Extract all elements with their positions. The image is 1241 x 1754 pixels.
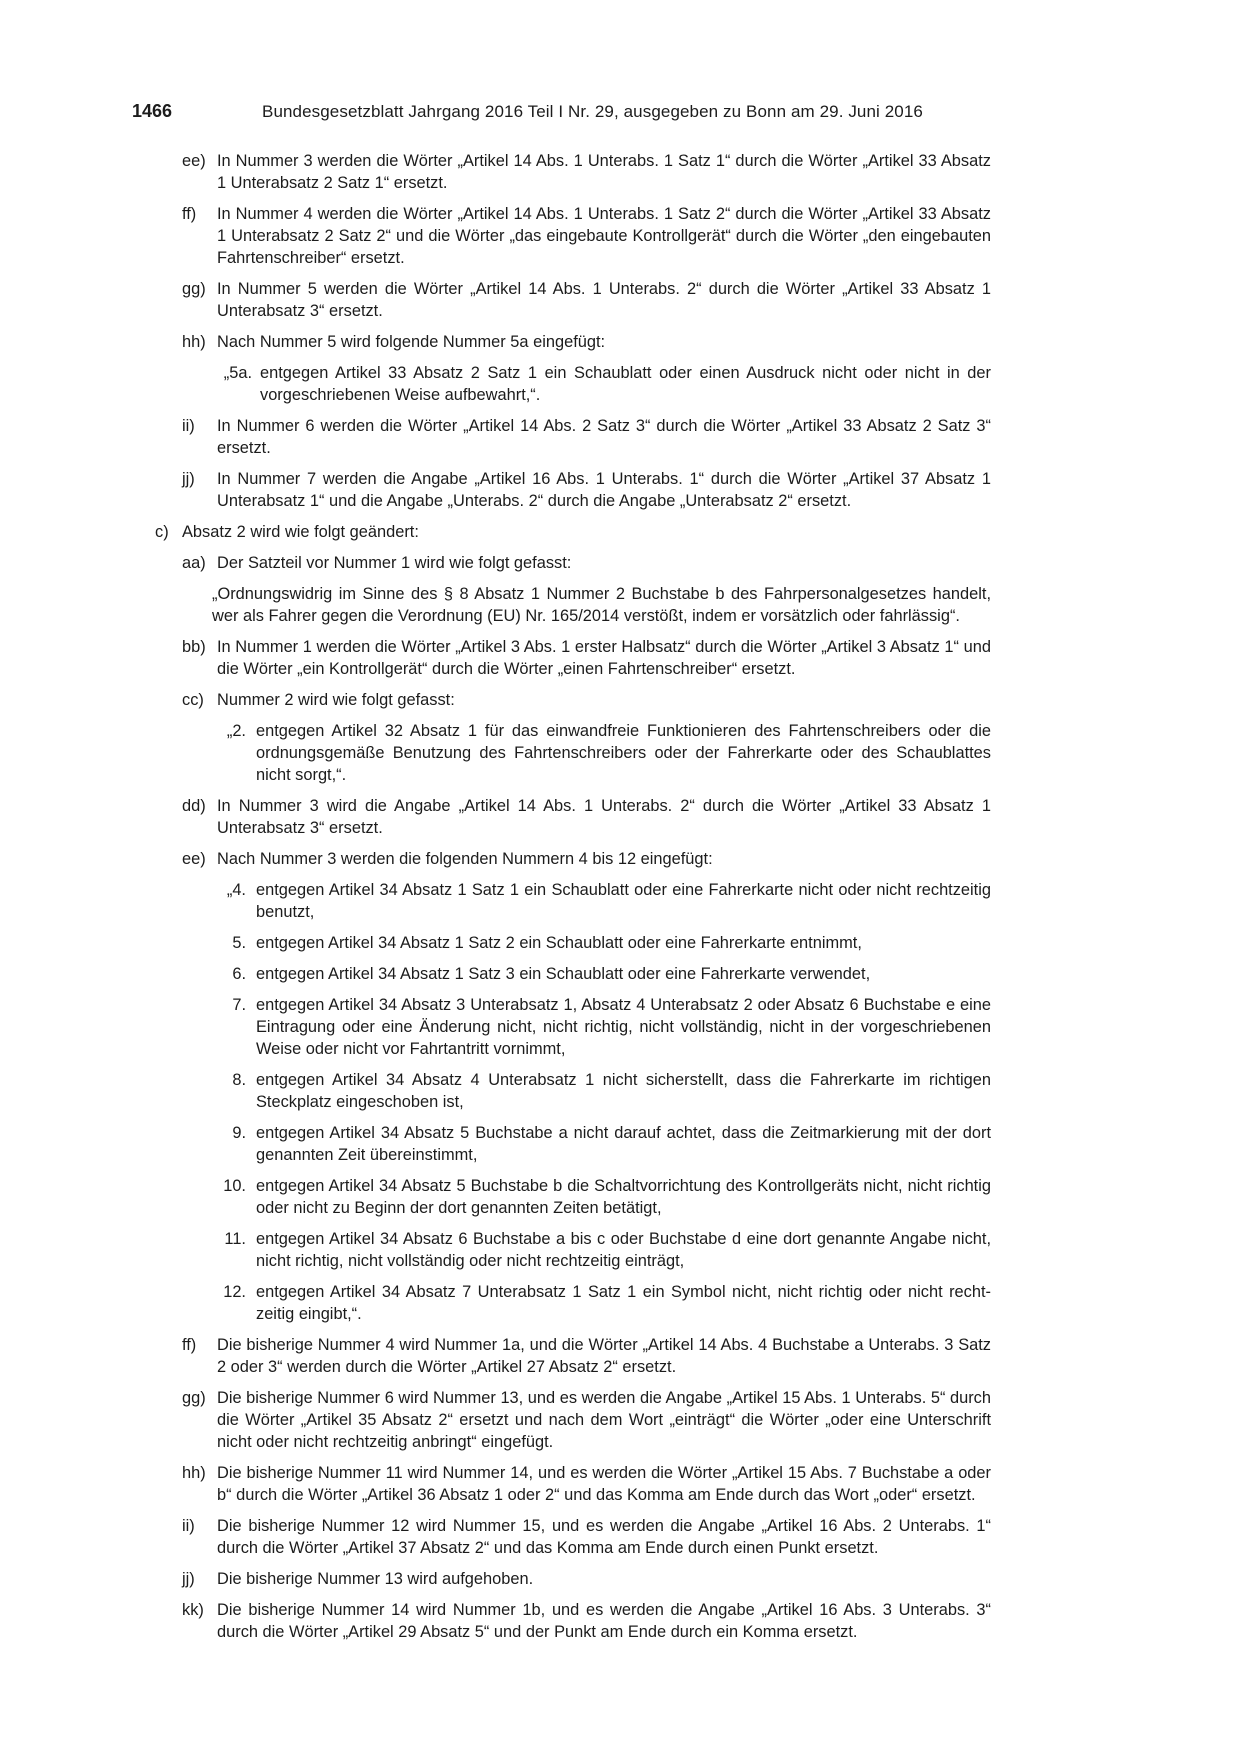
item-text: Die bisherige Nummer 14 wird Nummer 1b, und es werden die Angabe „Artikel 16 Abs. 3 Unterabs. 3“ durch die Wörter „Artikel 29 Absatz 5“ und der Punkt am Ende durch ein Komma ersetzt. xyxy=(217,1601,991,1641)
item-label: c) xyxy=(155,523,169,541)
item-text: entgegen Artikel 34 Absatz 1 Satz 3 ein Schaublatt oder eine Fahrerkarte verwendet, xyxy=(256,965,871,983)
item-label: jj) xyxy=(182,470,195,488)
item-text: In Nummer 4 werden die Wörter „Artikel 14 Abs. 1 Unterabs. 1 Satz 2“ durch die Wörter „Artikel 33 Absatz 1 Unterabsatz 2 Satz 2“ und die Wörter „das eingebaute Kontrollgerät“ durch die Wörter „den eingebauten Fahrtenschreiber“ ersetzt. xyxy=(217,205,991,267)
list-item-ee xyxy=(0,848,991,870)
list-item-hh xyxy=(0,331,991,353)
item-text: In Nummer 3 wird die Angabe „Artikel 14 Abs. 1 Unterabs. 2“ durch die Wörter „Artikel 33 Absatz 1 Unterabsatz 3“ ersetzt. xyxy=(217,797,991,837)
item-label: dd) xyxy=(182,797,206,815)
item-label: „4. xyxy=(226,881,246,899)
item-label: ii) xyxy=(182,1517,195,1535)
quoted-item-2 xyxy=(0,720,991,786)
item-label: 5. xyxy=(232,934,246,952)
quoted-text xyxy=(0,583,991,627)
item-label: 9. xyxy=(232,1124,246,1142)
item-label: bb) xyxy=(182,638,206,656)
item-text: Der Satzteil vor Nummer 1 wird wie folgt gefasst: xyxy=(217,554,572,572)
item-label: cc) xyxy=(182,691,204,709)
item-text: Nummer 2 wird wie folgt gefasst: xyxy=(217,691,455,709)
quoted-item-5a xyxy=(0,362,991,406)
item-text: „Ordnungswidrig im Sinne des § 8 Absatz 1 Nummer 2 Buchstabe b des Fahrpersonalgesetzes handelt, wer als Fahrer gegen die Verordnung (EU) Nr. 165/2014 verstößt, indem er vorsätzlich oder fahrlässig“. xyxy=(212,585,991,625)
item-text: Nach Nummer 3 werden die folgenden Nummern 4 bis 12 eingefügt: xyxy=(217,850,713,868)
item-text: Die bisherige Nummer 13 wird aufgehoben. xyxy=(217,1570,534,1588)
item-label: 7. xyxy=(232,996,246,1014)
item-text: Die bisherige Nummer 11 wird Nummer 14, und es werden die Wörter „Artikel 15 Abs. 7 Buchstabe a oder b“ durch die Wörter „Artikel 36 Absatz 1 oder 2“ und das Komma am Ende durch das Wort „oder“ ersetzt. xyxy=(217,1464,991,1504)
quoted-item-6 xyxy=(0,963,991,985)
item-label: „2. xyxy=(226,722,246,740)
quoted-item-8 xyxy=(0,1069,991,1113)
item-text: In Nummer 5 werden die Wörter „Artikel 14 Abs. 1 Unterabs. 2“ durch die Wörter „Artikel 33 Absatz 1 Unterabsatz 3“ ersetzt. xyxy=(217,280,991,320)
quoted-item-7 xyxy=(0,994,991,1060)
item-label: 6. xyxy=(232,965,246,983)
item-label: gg) xyxy=(182,1389,206,1407)
item-text: In Nummer 7 werden die Angabe „Artikel 16 Abs. 1 Unterabs. 1“ durch die Wörter „Artikel 37 Absatz 1 Unterabsatz 1“ und die Angabe „Unterabs. 2“ durch die Angabe „Unterabsatz 2“ ersetzt. xyxy=(217,470,991,510)
quoted-item-12 xyxy=(0,1281,991,1325)
list-item-ii xyxy=(0,415,991,459)
list-item-bb xyxy=(0,636,991,680)
quoted-item-9 xyxy=(0,1122,991,1166)
list-item-ff xyxy=(0,203,991,269)
quoted-item-10 xyxy=(0,1175,991,1219)
item-label: gg) xyxy=(182,280,206,298)
list-item-gg xyxy=(0,278,991,322)
item-label: ff) xyxy=(182,1336,197,1354)
list-item-jj xyxy=(0,1568,991,1590)
item-label: ee) xyxy=(182,850,206,868)
item-label: ii) xyxy=(182,417,195,435)
list-item-aa xyxy=(0,552,991,574)
item-label: 12. xyxy=(223,1283,246,1301)
item-label: 10. xyxy=(223,1177,246,1195)
item-label: 8. xyxy=(232,1071,246,1089)
item-text: In Nummer 3 werden die Wörter „Artikel 14 Abs. 1 Unterabs. 1 Satz 1“ durch die Wörter „Artikel 33 Absatz 1 Unterabsatz 2 Satz 1“ ersetzt. xyxy=(217,152,991,192)
item-text: entgegen Artikel 34 Absatz 3 Unterabsatz 1, Absatz 4 Unterabsatz 2 oder Absatz 6 Buchstabe e eine Eintragung oder eine Änderung nicht, nicht richtig, nicht vollständig, nicht in der vorgeschriebenen Weise oder nicht vor Fahrtantritt vornimmt, xyxy=(256,996,991,1058)
item-label: jj) xyxy=(182,1570,195,1588)
item-text: entgegen Artikel 34 Absatz 6 Buchstabe a bis c oder Buchstabe d eine dort genannte Angabe nicht, nicht richtig, nicht vollständig oder nicht rechtzeitig einträgt, xyxy=(256,1230,991,1270)
header-title: Bundesgesetzblatt Jahrgang 2016 Teil I Nr. 29, ausgegeben zu Bonn am 29. Juni 2016 xyxy=(262,102,923,121)
list-item-c xyxy=(0,521,991,543)
item-label: 11. xyxy=(224,1230,246,1248)
item-text: entgegen Artikel 34 Absatz 1 Satz 1 ein Schaublatt oder eine Fahrerkarte nicht oder nicht rechtzeitig benutzt, xyxy=(256,881,991,921)
item-text: entgegen Artikel 34 Absatz 7 Unterabsatz 1 Satz 1 ein Symbol nicht, nicht richtig oder nicht rechtzeitig eingibt,“. xyxy=(256,1283,991,1323)
item-text: In Nummer 6 werden die Wörter „Artikel 14 Abs. 2 Satz 3“ durch die Wörter „Artikel 33 Absatz 2 Satz 3“ ersetzt. xyxy=(217,417,991,457)
quoted-item-11 xyxy=(0,1228,991,1272)
list-item-hh xyxy=(0,1462,991,1506)
item-label: ee) xyxy=(182,152,206,170)
item-text: In Nummer 1 werden die Wörter „Artikel 3 Abs. 1 erster Halbsatz“ durch die Wörter „Artikel 3 Absatz 1“ und die Wörter „ein Kontrollgerät“ durch die Wörter „einen Fahrtenschreiber“ ersetzt. xyxy=(217,638,991,678)
item-text: Absatz 2 wird wie folgt geändert: xyxy=(182,523,419,541)
item-text: entgegen Artikel 34 Absatz 4 Unterabsatz 1 nicht sicherstellt, dass die Fahrerkarte im richtigen Steckplatz eingeschoben ist, xyxy=(256,1071,991,1111)
item-text: entgegen Artikel 33 Absatz 2 Satz 1 ein Schaublatt oder einen Ausdruck nicht oder nicht in der vorgeschriebenen Weise aufbewahrt,“. xyxy=(260,364,991,404)
list-item-ii xyxy=(0,1515,991,1559)
list-item-gg xyxy=(0,1387,991,1453)
item-text: Die bisherige Nummer 12 wird Nummer 15, und es werden die Angabe „Artikel 16 Abs. 2 Unterabs. 1“ durch die Wörter „Artikel 37 Absatz 2“ und das Komma am Ende durch einen Punkt ersetzt. xyxy=(217,1517,991,1557)
item-text: entgegen Artikel 32 Absatz 1 für das einwandfreie Funktionieren des Fahrtenschreibers oder die ordnungsgemäße Benutzung des Fahrtenschreibers oder der Fahrerkarte oder des Schaublattes nicht sorgt,“. xyxy=(256,722,991,784)
list-item-ff xyxy=(0,1334,991,1378)
item-text: Die bisherige Nummer 6 wird Nummer 13, und es werden die Angabe „Artikel 15 Abs. 1 Unterabs. 5“ durch die Wörter „Artikel 35 Absatz 2“ ersetzt und nach dem Wort „einträgt“ die Wörter „oder eine Unterschrift nicht oder nicht rechtzeitig anbringt“ eingefügt. xyxy=(217,1389,991,1451)
quoted-item-4 xyxy=(0,879,991,923)
item-label: aa) xyxy=(182,554,206,572)
list-item-kk xyxy=(0,1599,991,1643)
page-number: 1466 xyxy=(132,101,173,121)
item-text: entgegen Artikel 34 Absatz 5 Buchstabe a nicht darauf achtet, dass die Zeitmarkierung mit der dort genannten Zeit übereinstimmt, xyxy=(256,1124,991,1164)
list-item-cc xyxy=(0,689,991,711)
quoted-item-5 xyxy=(0,932,991,954)
item-text: Nach Nummer 5 wird folgende Nummer 5a eingefügt: xyxy=(217,333,606,351)
item-text: entgegen Artikel 34 Absatz 5 Buchstabe b die Schaltvorrichtung des Kontrollgeräts nicht, nicht richtig oder nicht zu Beginn der dort genannten Zeiten betätigt, xyxy=(256,1177,991,1217)
item-label: ff) xyxy=(182,205,197,223)
list-item-dd xyxy=(0,795,991,839)
item-label: hh) xyxy=(182,333,206,351)
document-body xyxy=(0,150,1241,1652)
item-text: entgegen Artikel 34 Absatz 1 Satz 2 ein Schaublatt oder eine Fahrerkarte entnimmt, xyxy=(256,934,862,952)
list-item-ee xyxy=(0,150,991,194)
item-text: Die bisherige Nummer 4 wird Nummer 1a, und die Wörter „Artikel 14 Abs. 4 Buchstabe a Unterabs. 3 Satz 2 oder 3“ werden durch die Wörter „Artikel 27 Absatz 2“ ersetzt. xyxy=(217,1336,991,1376)
item-label: hh) xyxy=(182,1464,206,1482)
list-item-jj xyxy=(0,468,991,512)
page-header xyxy=(132,101,1112,125)
item-label: „5a. xyxy=(223,364,252,382)
item-label: kk) xyxy=(182,1601,204,1619)
